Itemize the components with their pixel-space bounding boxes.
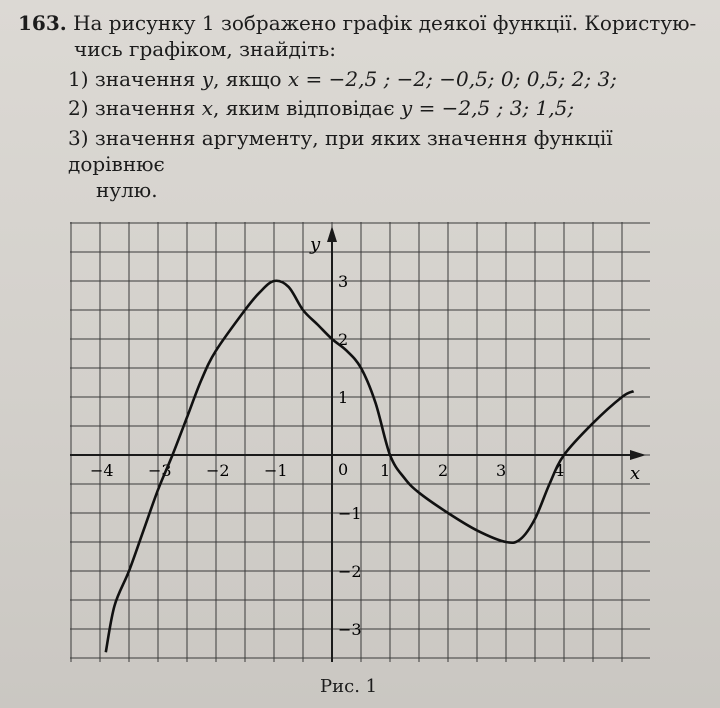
x-tick-label: −4 xyxy=(90,461,114,480)
x-axis-label: x xyxy=(630,463,641,484)
function-graph-figure xyxy=(70,222,650,662)
problem-163 xyxy=(18,10,708,204)
x-tick-label: 3 xyxy=(496,461,507,480)
statement-line-2: чись графіком, знайдіть: xyxy=(74,37,336,62)
x-tick-label: −2 xyxy=(206,461,230,480)
x-tick-label: −1 xyxy=(264,461,288,480)
task-1: 1) значення y, якщо x = −2,5 ; −2; −0,5; 0; 0,5; 2; 3; xyxy=(68,66,617,91)
y-tick-label: −2 xyxy=(338,562,362,581)
y-axis-label: y xyxy=(310,234,321,255)
x-tick-label: 2 xyxy=(438,461,449,480)
grid xyxy=(70,222,650,662)
y-tick-label: −1 xyxy=(338,504,362,523)
y-tick-label: 2 xyxy=(338,330,349,349)
x-axis-arrow xyxy=(630,450,646,460)
problem-number: 163. xyxy=(18,11,67,35)
task-3: 3) значення аргументу, при яких значення функції дорівнює xyxy=(68,125,613,176)
problem-statement xyxy=(18,10,708,36)
axes xyxy=(70,226,646,662)
y-axis-arrow xyxy=(327,226,337,242)
y-tick-label: 3 xyxy=(338,272,349,291)
y-tick-label: −3 xyxy=(338,620,362,639)
y-tick-label: 1 xyxy=(338,388,349,407)
x-tick-label: 4 xyxy=(554,461,565,480)
x-tick-label: 1 xyxy=(380,461,391,480)
figure-caption: Рис. 1 xyxy=(320,676,378,697)
task-3-continuation: нулю. xyxy=(96,178,158,203)
origin-label: 0 xyxy=(338,460,349,479)
function-graph xyxy=(70,222,650,662)
statement-line-1: На рисунку 1 зображено графік деякої функції. Користую- xyxy=(73,11,697,35)
task-2: 2) значення x, яким відповідає y = −2,5 ; 3; 1,5; xyxy=(68,96,575,121)
x-tick-label: −3 xyxy=(148,461,172,480)
